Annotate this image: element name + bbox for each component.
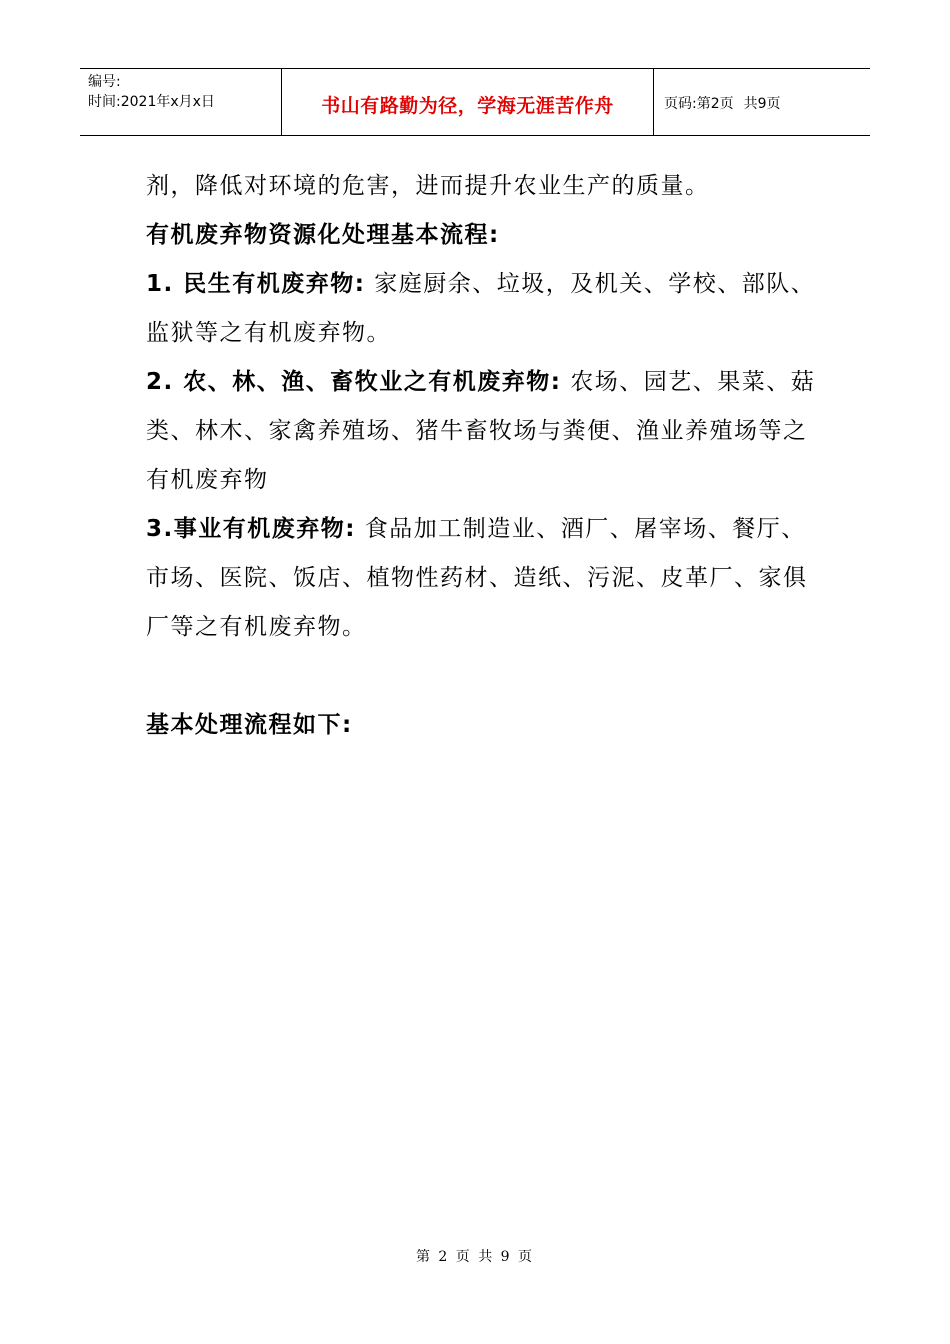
page-current: 第2页 <box>696 96 734 112</box>
page-header <box>80 68 870 136</box>
page-label: 页码: <box>664 96 697 112</box>
intro-line: 剂，降低对环境的危害，进而提升农业生产的质量。 <box>146 173 710 199</box>
page-total: 共9页 <box>743 96 781 112</box>
list-item-label: 2. 农、林、渔、畜牧业之有机废弃物: <box>146 369 562 395</box>
paragraph-gap <box>146 652 826 701</box>
list-item-label: 1. 民生有机废弃物: <box>146 271 366 297</box>
header-meta-cell <box>80 69 282 135</box>
list-item-text: 农场、园艺、果菜、菇类、林木、家禽养殖场、猪牛畜牧场与粪便、渔业养殖场等之有机废弃物 <box>146 369 816 493</box>
section-title: 有机废弃物资源化处理基本流程: <box>146 222 500 248</box>
document-body <box>146 162 826 750</box>
header-page-info <box>654 69 870 135</box>
list-item <box>146 260 826 358</box>
time-value: 2021年x月x日 <box>120 94 215 110</box>
list-item <box>146 505 826 652</box>
list-item-text: 家庭厨余、垃圾，及机关、学校、部队、监狱等之有机废弃物。 <box>146 271 816 346</box>
document-time <box>88 92 281 112</box>
document-number-label: 编号: <box>88 74 121 90</box>
page-footer: 第 2 页 共 9 页 <box>415 1249 535 1265</box>
time-label: 时间: <box>88 94 121 110</box>
header-motto: 书山有路勤为径，学海无涯苦作舟 <box>282 69 654 135</box>
list-item-label: 3.事业有机废弃物: <box>146 516 356 542</box>
list-item <box>146 358 826 505</box>
list-item-text: 食品加工制造业、酒厂、屠宰场、餐厅、市场、医院、饭店、植物性药材、造纸、污泥、皮革厂、家俱厂等之有机废弃物。 <box>146 516 808 640</box>
flow-title: 基本处理流程如下: <box>146 712 353 738</box>
